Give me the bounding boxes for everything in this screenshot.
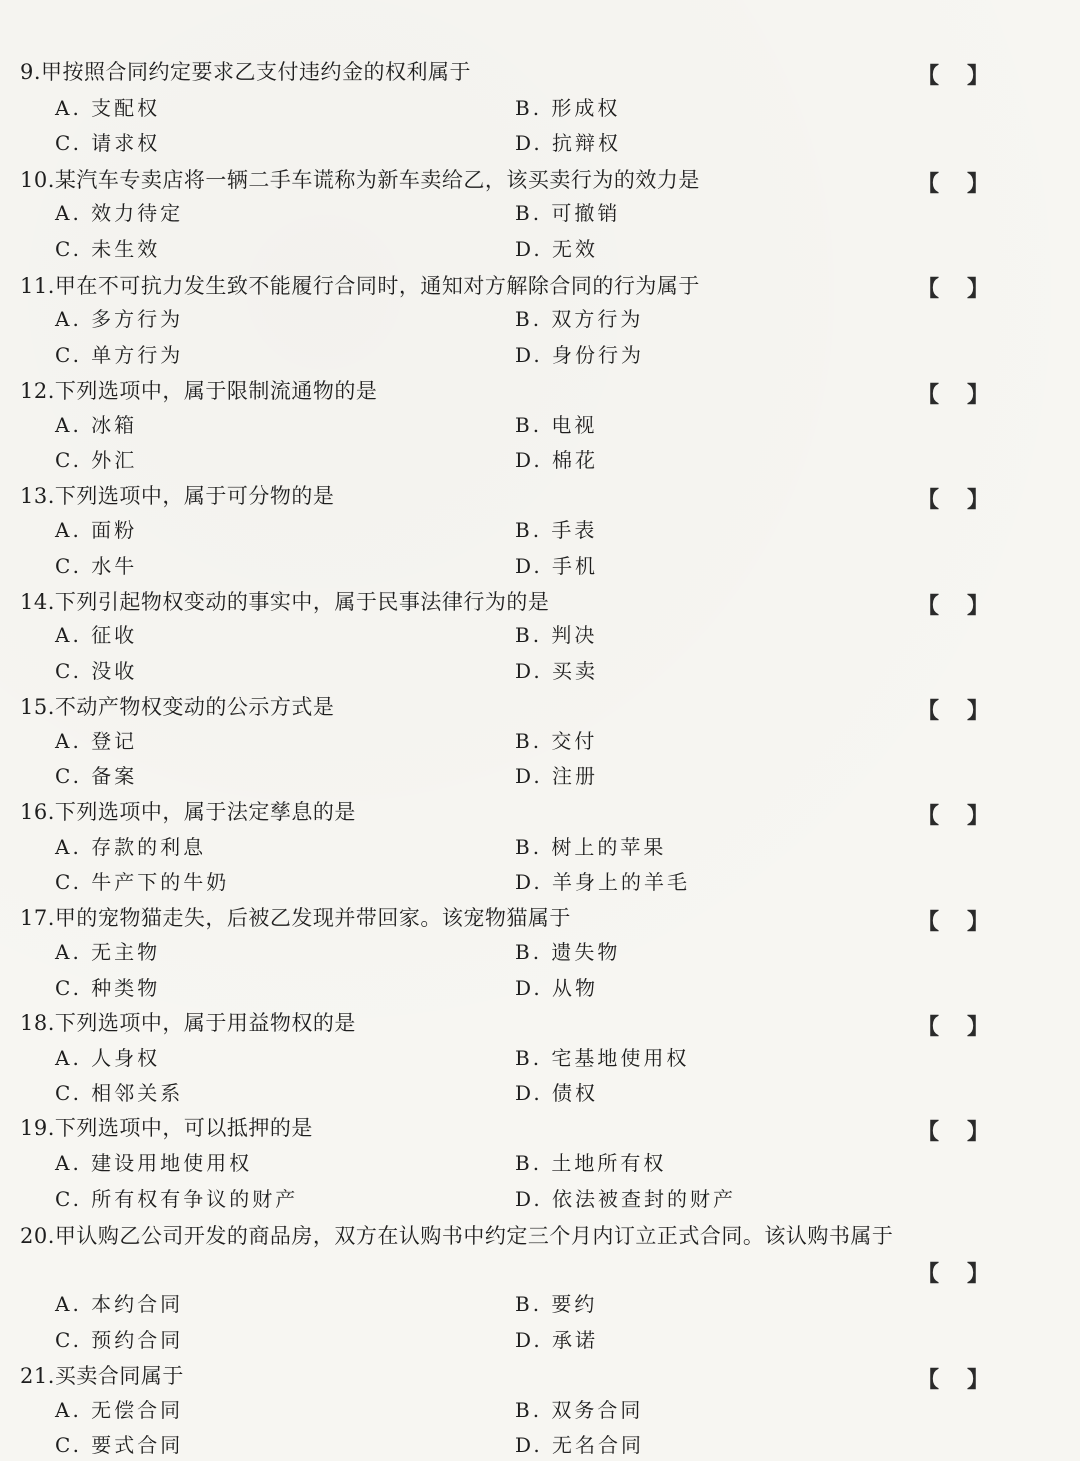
option-b: B. 双务合同	[515, 1398, 644, 1422]
question-stem	[20, 58, 471, 86]
question-number: 19.	[20, 1116, 55, 1140]
answer-bracket	[917, 381, 989, 409]
question-number: 17.	[20, 906, 55, 930]
question-stem	[20, 798, 356, 826]
option-c: C. 要式合同	[55, 1433, 184, 1457]
bracket-open: 【	[917, 1014, 940, 1040]
option-c: C. 水牛	[55, 554, 138, 578]
question-text: 下列选项中，属于用益物权的是	[54, 1011, 356, 1035]
option-d: D. 无名合同	[515, 1433, 645, 1457]
option-a: A. 无偿合同	[55, 1398, 184, 1422]
answer-bracket	[917, 170, 989, 198]
answer-bracket	[917, 62, 989, 90]
question-text: 下列选项中，属于可分物的是	[54, 484, 335, 508]
option-b: B. 树上的苹果	[515, 835, 667, 859]
answer-bracket	[917, 486, 989, 514]
option-d: D. 从物	[515, 976, 599, 1000]
bracket-close: 】	[966, 382, 989, 408]
option-b: B. 电视	[515, 413, 598, 437]
question-stem	[20, 588, 549, 616]
question-stem	[20, 377, 377, 405]
option-b: B. 形成权	[515, 96, 621, 120]
question-stem	[20, 1009, 356, 1037]
option-d: D. 承诺	[515, 1328, 599, 1352]
answer-bracket	[917, 275, 989, 303]
bracket-close: 】	[966, 276, 989, 302]
option-c: C. 种类物	[55, 976, 161, 1000]
bracket-close: 】	[966, 593, 989, 619]
question-stem	[20, 904, 571, 932]
option-d: D. 债权	[515, 1081, 599, 1105]
option-c: C. 请求权	[55, 131, 161, 155]
option-d: D. 注册	[515, 764, 599, 788]
option-a: A. 效力待定	[55, 201, 184, 225]
answer-bracket	[917, 1013, 989, 1041]
bracket-close: 】	[966, 1261, 989, 1287]
question-text: 甲在不可抗力发生致不能履行合同时，通知对方解除合同的行为属于	[54, 274, 700, 298]
question-number: 11.	[20, 274, 55, 298]
option-a: A. 多方行为	[55, 307, 184, 331]
option-a: A. 无主物	[55, 940, 161, 964]
question-text: 下列选项中，属于限制流通物的是	[54, 379, 378, 403]
question-text: 下列选项中，可以抵押的是	[54, 1116, 313, 1140]
option-c: C. 相邻关系	[55, 1081, 184, 1105]
option-d: D. 羊身上的羊毛	[515, 870, 691, 894]
bracket-open: 【	[917, 487, 940, 513]
bracket-close: 】	[966, 909, 989, 935]
bracket-open: 【	[917, 276, 940, 302]
question-number: 20.	[20, 1224, 55, 1248]
question-number: 13.	[20, 484, 55, 508]
option-a: A. 征收	[55, 623, 138, 647]
option-c: C. 单方行为	[55, 343, 184, 367]
bracket-open: 【	[917, 593, 940, 619]
answer-bracket	[917, 592, 989, 620]
bracket-open: 【	[917, 1367, 940, 1393]
option-a: A. 本约合同	[55, 1292, 184, 1316]
option-b: B. 交付	[515, 729, 598, 753]
option-d: D. 身份行为	[515, 343, 645, 367]
bracket-close: 】	[966, 171, 989, 197]
question-number: 18.	[20, 1011, 55, 1035]
option-b: B. 宅基地使用权	[515, 1046, 690, 1070]
answer-bracket	[917, 697, 989, 725]
option-b: B. 要约	[515, 1292, 598, 1316]
answer-bracket	[917, 802, 989, 830]
question-text: 甲认购乙公司开发的商品房，双方在认购书中约定三个月内订立正式合同。该认购书属于	[54, 1224, 894, 1248]
question-number: 14.	[20, 590, 55, 614]
option-a: A. 冰箱	[55, 413, 138, 437]
option-c: C. 所有权有争议的财产	[55, 1187, 299, 1211]
option-c: C. 牛产下的牛奶	[55, 870, 230, 894]
option-a: A. 登记	[55, 729, 138, 753]
bracket-close: 】	[966, 1014, 989, 1040]
bracket-open: 【	[917, 909, 940, 935]
option-b: B. 可撤销	[515, 201, 621, 225]
bracket-close: 】	[966, 1119, 989, 1145]
bracket-close: 】	[966, 1367, 989, 1393]
option-b: B. 遗失物	[515, 940, 621, 964]
question-number: 21.	[20, 1364, 55, 1388]
option-c: C. 未生效	[55, 237, 161, 261]
bracket-close: 】	[966, 63, 989, 89]
answer-bracket	[917, 908, 989, 936]
option-d: D. 依法被查封的财产	[515, 1187, 737, 1211]
question-stem	[20, 272, 700, 300]
option-c: C. 备案	[55, 764, 138, 788]
question-stem	[20, 166, 700, 194]
option-b: B. 双方行为	[515, 307, 644, 331]
question-number: 16.	[20, 800, 55, 824]
option-d: D. 无效	[515, 237, 599, 261]
question-number: 10.	[20, 168, 55, 192]
bracket-open: 【	[917, 63, 940, 89]
option-a: A. 支配权	[55, 96, 161, 120]
option-a: A. 面粉	[55, 518, 138, 542]
option-d: D. 棉花	[515, 448, 599, 472]
bracket-open: 【	[917, 698, 940, 724]
option-d: D. 抗辩权	[515, 131, 622, 155]
question-text: 甲的宠物猫走失，后被乙发现并带回家。该宠物猫属于	[54, 906, 571, 930]
question-text: 下列选项中，属于法定孳息的是	[54, 800, 356, 824]
question-stem	[20, 1362, 184, 1390]
option-c: C. 外汇	[55, 448, 138, 472]
bracket-close: 】	[966, 698, 989, 724]
option-b: B. 判决	[515, 623, 598, 647]
bracket-open: 【	[917, 171, 940, 197]
option-d: D. 买卖	[515, 659, 599, 683]
option-c: C. 没收	[55, 659, 138, 683]
question-text: 某汽车专卖店将一辆二手车谎称为新车卖给乙，该买卖行为的效力是	[54, 168, 700, 192]
option-d: D. 手机	[515, 554, 599, 578]
bracket-open: 【	[917, 1119, 940, 1145]
option-c: C. 预约合同	[55, 1328, 184, 1352]
question-stem	[20, 1222, 893, 1250]
option-b: B. 手表	[515, 518, 598, 542]
question-text: 下列引起物权变动的事实中，属于民事法律行为的是	[54, 590, 550, 614]
answer-bracket	[917, 1260, 989, 1288]
question-number: 9.	[20, 60, 42, 84]
question-stem	[20, 482, 334, 510]
question-text: 甲按照合同约定要求乙支付违约金的权利属于	[41, 60, 472, 84]
question-number: 12.	[20, 379, 55, 403]
answer-bracket	[917, 1118, 989, 1146]
bracket-close: 】	[966, 487, 989, 513]
bracket-open: 【	[917, 803, 940, 829]
answer-bracket	[917, 1366, 989, 1394]
question-stem	[20, 1114, 313, 1142]
bracket-close: 】	[966, 803, 989, 829]
bracket-open: 【	[917, 1261, 940, 1287]
option-a: A. 人身权	[55, 1046, 161, 1070]
bracket-open: 【	[917, 382, 940, 408]
question-text: 不动产物权变动的公示方式是	[54, 695, 335, 719]
question-text: 买卖合同属于	[54, 1364, 184, 1388]
question-number: 15.	[20, 695, 55, 719]
option-a: A. 存款的利息	[55, 835, 207, 859]
option-a: A. 建设用地使用权	[55, 1151, 253, 1175]
question-stem	[20, 693, 334, 721]
option-b: B. 土地所有权	[515, 1151, 667, 1175]
